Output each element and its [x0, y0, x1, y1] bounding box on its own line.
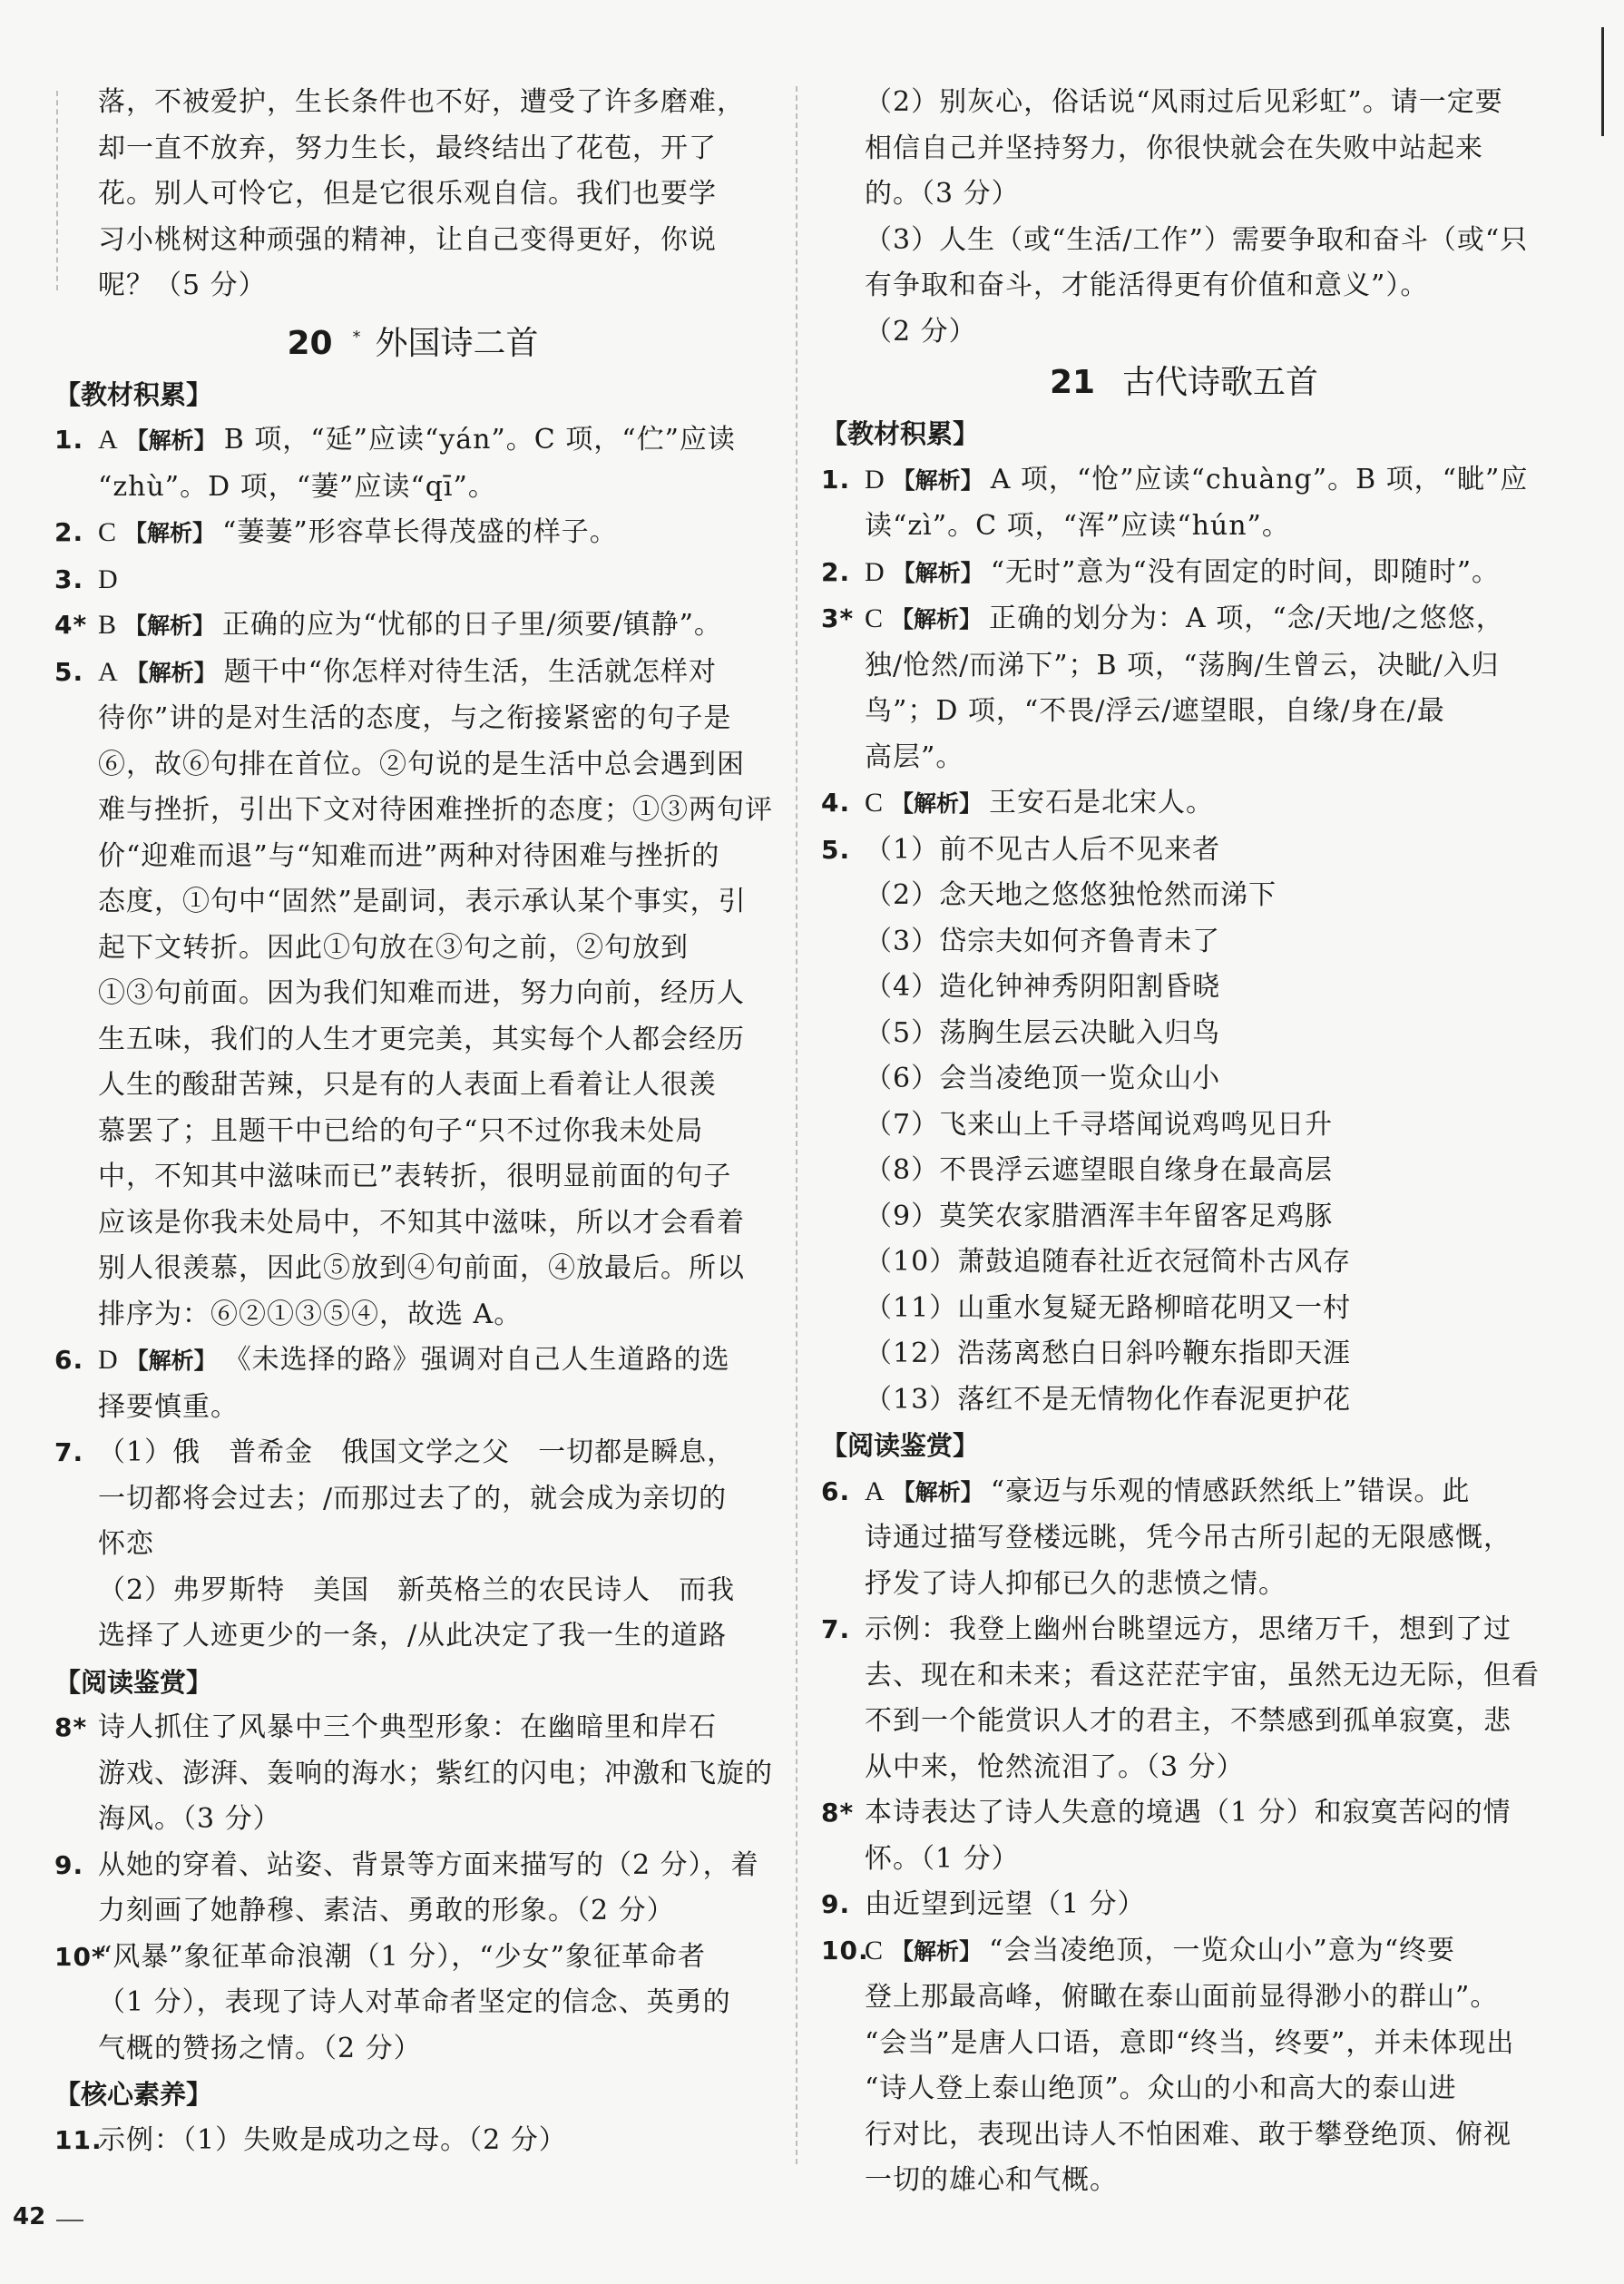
lesson-name: 古代诗歌五首: [1122, 364, 1319, 401]
answer-text: 别人很羡慕，因此⑤放到④句前面，④放最后。所以: [98, 1252, 745, 1284]
poem-line-a: 莫笑农家腊酒浑: [939, 1200, 1137, 1232]
answer-text: 人生的酸甜苦辣，只是有的人表面上看着让人很羡: [98, 1069, 717, 1101]
answer-letter: C: [865, 603, 885, 633]
poem-item: [821, 1148, 1547, 1194]
intro-line: 花。别人可怜它，但是它很乐观自信。我们也要学: [98, 178, 717, 210]
poem-line-a: 浩荡离愁白日斜: [957, 1338, 1155, 1369]
question-4: [54, 603, 771, 650]
answer-letter: C: [865, 1935, 885, 1965]
poem-line-a: 落红不是无情物: [957, 1383, 1155, 1416]
question-number: 6.: [821, 1475, 851, 1506]
question-10: [821, 1928, 1547, 1975]
continued-line: 相信自己并坚持努力，你很快就会在失败中站起来: [865, 132, 1483, 164]
answer-text: 待你”讲的是对生活的态度，与之衔接紧密的句子是: [98, 702, 732, 734]
poem-line-a: 山重水复疑无路: [957, 1291, 1155, 1324]
answer-text: 题干中“你怎样对待生活，生活就怎样对: [223, 655, 718, 688]
answer-text: “风暴”象征革命浪潮（1 分），“少女”象征革命者: [98, 1940, 706, 1973]
answer-text: 排序为：⑥②①③⑤④，故选 A。: [98, 1298, 523, 1330]
question-4: [821, 780, 1547, 828]
question-1: [54, 417, 771, 465]
question-number: 1.: [821, 464, 851, 495]
question-11: [54, 2118, 771, 2164]
analysis-tag: 【解析】: [891, 606, 983, 632]
poem-line-a: 前不见古人: [939, 833, 1081, 866]
poem-item-number: （8）: [865, 1154, 940, 1186]
question-number: 6.: [54, 1345, 84, 1375]
lesson-number: 21: [1049, 364, 1096, 401]
lesson-name: 外国诗二首: [375, 324, 539, 362]
intro-line: 习小桃树这种顽强的精神，让自己变得更好，你说: [98, 223, 717, 256]
answer-text: 正确的划分为：A 项，“念/天地/之悠悠，: [989, 603, 1504, 634]
answer-text: 不到一个能赏识人才的君主，不禁感到孤单寂寞，悲: [865, 1705, 1511, 1737]
poem-line-a: 念天地之悠悠: [939, 879, 1109, 911]
section-heading: 【阅读鉴赏】: [54, 1666, 213, 1698]
analysis-tag: 【解析】: [125, 1348, 217, 1374]
answer-letter: D: [98, 1345, 119, 1375]
question-9: [54, 1843, 771, 1889]
poem-item-number: （5）: [865, 1016, 940, 1049]
question-9: [821, 1882, 1547, 1928]
poem-item-number: （12）: [865, 1338, 958, 1369]
poem-line-b: 吟鞭东指即天涯: [1154, 1338, 1352, 1369]
question-number: 5.: [54, 656, 84, 687]
question-number: 9.: [54, 1849, 84, 1880]
answer-text: 怀恋: [98, 1528, 154, 1560]
poem-item: [821, 873, 1547, 919]
question-number: 4.: [821, 788, 851, 818]
continued-line: （2）别灰心，俗话说“风雨过后见彩虹”。请一定要: [865, 86, 1503, 118]
answer-text: 由近望到远望（1 分）: [865, 1888, 1146, 1920]
answer-text: 力刻画了她静穆、素洁、勇敢的形象。（2 分）: [98, 1895, 675, 1926]
question-3: [821, 596, 1547, 643]
poem-item: [821, 965, 1547, 1011]
answer-letter: D: [865, 464, 885, 495]
edge-mark: [1601, 27, 1604, 136]
lesson-title: [821, 355, 1547, 411]
question-5: [54, 650, 771, 697]
answer-text: 登上那最高峰，俯瞰在泰山面前显得渺小的群山”。: [865, 1981, 1499, 2013]
answer-text: 难与挫折，引出下文对待困难挫折的态度；①③两句评: [98, 794, 773, 826]
poem-line-a: 造化钟神秀: [939, 971, 1081, 1003]
answer-text: 从中来，怆然流泪了。（3 分）: [865, 1750, 1245, 1783]
question-2: [54, 510, 771, 557]
poem-line-b: 决眦入归鸟: [1080, 1016, 1221, 1049]
answer-text: 海风。（3 分）: [98, 1803, 281, 1835]
answer-text: 气概的赞扬之情。（2 分）: [98, 2032, 422, 2064]
intro-line: 呢？（5 分）: [98, 270, 267, 301]
question-number: 8*: [821, 1798, 855, 1828]
poem-item-number: （13）: [865, 1383, 958, 1416]
answer-text: 诗通过描写登楼远眺，凭今吊古所引起的无限感慨，: [865, 1522, 1511, 1554]
intro-line: 却一直不放弃，努力生长，最终结出了花苞，开了: [98, 132, 717, 164]
question-1: [821, 457, 1547, 505]
poem-item: [821, 1286, 1547, 1332]
question-number: 10*: [54, 1941, 106, 1972]
question-number: 5.: [821, 834, 851, 865]
lesson-star: *: [352, 327, 361, 347]
question-number: 10.: [821, 1935, 869, 1965]
answer-text: 抒发了诗人抑郁已久的悲愤之情。: [865, 1567, 1286, 1600]
intro-line: 落，不被爱护，生长条件也不好，遭受了许多磨难，: [98, 86, 745, 118]
answer-text: 一切的雄心和气概。: [865, 2164, 1118, 2196]
answer-text: “zhù”。D 项，“萋”应读“qī”。: [98, 470, 496, 503]
answer-text: 起下文转折。因此①句放在③句之前，②句放到: [98, 931, 689, 964]
poem-line-b: 柳暗花明又一村: [1154, 1291, 1352, 1324]
question-number: 2.: [821, 556, 851, 587]
answer-text: 王安石是北宋人。: [989, 787, 1215, 819]
answer-text: 价“迎难而退”与“知难而进”两种对待困难与挫折的: [98, 839, 720, 872]
answer-letter: A: [98, 425, 119, 455]
analysis-tag: 【解析】: [125, 659, 217, 686]
answer-letter: C: [98, 517, 118, 547]
poem-line-a: 不畏浮云遮望眼: [939, 1154, 1137, 1186]
poem-item-number: （7）: [865, 1108, 940, 1141]
question-number: 1.: [54, 425, 84, 455]
analysis-tag: 【解析】: [124, 520, 216, 546]
question-7: [54, 1430, 771, 1476]
poem-item: [821, 1377, 1547, 1424]
right-column: [821, 80, 1547, 2204]
question-number: 11.: [54, 2124, 103, 2155]
poem-line-b: 独怆然而涕下: [1108, 879, 1277, 911]
question-number: 4*: [54, 610, 88, 640]
poem-item: [821, 1240, 1547, 1286]
answer-text: 《未选择的路》强调对自己人生道路的选: [223, 1344, 730, 1376]
answer-text: 高层”。: [865, 740, 964, 773]
answer-letter: D: [865, 556, 885, 587]
poem-item: [821, 919, 1547, 966]
answer-text: “无时”意为“没有固定的时间，即随时”。: [990, 555, 1501, 588]
poem-line-a: 萧鼓追随春社近: [957, 1246, 1155, 1278]
lesson-number: 20: [287, 324, 333, 362]
answer-text: “会当凌绝顶，一览众山小”意为“终要: [989, 1934, 1456, 1966]
analysis-tag: 【解析】: [891, 790, 983, 817]
answer-text: （2）弗罗斯特 美国 新英格兰的农民诗人 而我: [98, 1573, 736, 1606]
question-number: 7.: [54, 1437, 84, 1467]
answer-text: 选择了人迹更少的一条，/从此决定了我一生的道路: [98, 1620, 728, 1652]
answer-text: “会当”是唐人口语，意即“终当，终要”，并未体现出: [865, 2026, 1515, 2059]
analysis-tag: 【解析】: [125, 427, 217, 454]
poem-item-number: （3）: [865, 925, 940, 957]
question-8: [54, 1705, 771, 1751]
poem-line-b: 齐鲁青未了: [1080, 925, 1221, 957]
poem-line-a: 荡胸生层云: [939, 1016, 1081, 1049]
continued-line: 有争取和奋斗，才能活得更有价值和意义”）。: [865, 270, 1429, 301]
question-number: 8*: [54, 1712, 88, 1742]
question-number: 9.: [821, 1889, 851, 1919]
analysis-tag: 【解析】: [124, 613, 216, 639]
analysis-tag: 【解析】: [891, 1937, 983, 1965]
poem-item-number: （10）: [865, 1246, 958, 1278]
answer-letter: A: [865, 1475, 885, 1506]
answer-text: 本诗表达了诗人失意的境遇（1 分）和寂寞苦闷的情: [865, 1797, 1511, 1828]
poem-item-number: （11）: [865, 1291, 958, 1324]
answer-text: 游戏、澎湃、轰响的海水；紫红的闪电；冲激和飞旋的: [98, 1757, 773, 1789]
answer-letter: B: [98, 610, 118, 640]
poem-item: [821, 1103, 1547, 1149]
answer-text: B 项，“延”应读“yán”。C 项，“伫”应读: [223, 424, 736, 456]
analysis-tag: 【解析】: [892, 466, 983, 494]
section-heading: 【教材积累】: [821, 418, 980, 449]
question-number: 7.: [821, 1614, 851, 1644]
answer-text: ①③句前面。因为我们知难而进，努力向前，经历人: [98, 977, 745, 1009]
poem-item: [821, 1011, 1547, 1057]
answer-text: 生五味，我们的人生才更完美，其实每个人都会经历: [98, 1023, 745, 1055]
answer-text: 应该是你我未处局中，不知其中滋味，所以才会看着: [98, 1206, 745, 1239]
poem-item-number: （1）: [865, 833, 940, 866]
question-number: 2.: [54, 517, 84, 547]
question-number: 3.: [54, 564, 84, 594]
question-8: [821, 1790, 1547, 1837]
poem-item: [821, 1056, 1547, 1103]
answer-text: 读“zì”。C 项，“浑”应读“hún”。: [865, 510, 1290, 542]
answer-text: 去、现在和未来；看这茫茫宇宙，虽然无边无际，但看: [865, 1659, 1540, 1691]
left-column: [54, 80, 771, 2163]
poem-item-number: （6）: [865, 1063, 940, 1094]
answer-text: 一切都将会过去；/而那过去了的，就会成为亲切的: [98, 1482, 728, 1514]
question-5: [821, 828, 1547, 874]
poem-line-a: 会当凌绝顶: [939, 1063, 1081, 1094]
answer-letter: C: [865, 788, 885, 818]
question-10: [54, 1935, 771, 1981]
answer-text: 诗人抓住了风暴中三个典型形象：在幽暗里和岸石: [98, 1711, 717, 1743]
answer-text: ⑥，故⑥句排在首位。②句说的是生活中总会遇到困: [98, 748, 745, 780]
question-2: [821, 550, 1547, 597]
poem-line-b: 后不见来者: [1080, 833, 1221, 866]
poem-line-a: 飞来山上千寻塔: [939, 1108, 1137, 1141]
poem-item-number: （4）: [865, 971, 940, 1003]
answer-text: 鸟”；D 项，“不畏/浮云/遮望眼，自缘/身在/最: [865, 695, 1445, 727]
answer-text: 从她的穿着、站姿、背景等方面来描写的（2 分），着: [98, 1848, 759, 1881]
poem-item-number: （9）: [865, 1200, 940, 1232]
poem-item: [821, 1194, 1547, 1240]
answer-text: 独/怆然/而涕下”；B 项，“荡胸/生曾云，决眦/入归: [865, 649, 1500, 681]
answer-text: 示例：我登上幽州台眺望远方，思绪万千，想到了过: [865, 1613, 1511, 1645]
page-number: 42: [13, 2203, 46, 2230]
question-6: [54, 1338, 771, 1385]
lesson-title: [54, 309, 771, 372]
continued-line: 的。（3 分）: [865, 178, 1020, 210]
continued-line: （2 分）: [865, 315, 977, 348]
answer-text: 怀。（1 分）: [865, 1842, 1020, 1875]
poem-line-b: 闻说鸡鸣见日升: [1136, 1108, 1334, 1141]
section-heading: 【阅读鉴赏】: [821, 1430, 980, 1461]
answer-letter: D: [98, 564, 119, 594]
answer-text: 行对比，表现出诗人不怕困难、敢于攀登绝顶、俯视: [865, 2118, 1511, 2151]
answer-letter: A: [98, 656, 119, 687]
answer-text: 慕罢了；且题干中已给的句子“只不过你我未处局: [98, 1114, 704, 1147]
column-divider: [796, 86, 797, 2164]
section-heading: 【核心素养】: [54, 2079, 213, 2110]
answer-text: （1 分），表现了诗人对革命者坚定的信念、英勇的: [98, 1986, 731, 2018]
question-6: [821, 1469, 1547, 1516]
poem-item-number: （2）: [865, 879, 940, 911]
poem-line-a: 岱宗夫如何: [939, 925, 1081, 957]
page-number-rule: [56, 2220, 83, 2221]
section-heading: 【教材积累】: [54, 378, 213, 410]
answer-text: “萋萋”形容草长得茂盛的样子。: [222, 516, 618, 548]
answer-text: 态度，①句中“固然”是副词，表示承认某个事实，引: [98, 886, 747, 917]
analysis-tag: 【解析】: [892, 1478, 983, 1505]
answer-text: 正确的应为“忧郁的日子里/须要/镇静”。: [222, 609, 722, 641]
poem-line-b: 自缘身在最高层: [1136, 1154, 1334, 1186]
poem-line-b: 衣冠简朴古风存: [1154, 1246, 1352, 1278]
answer-text: “诗人登上泰山绝顶”。众山的小和高大的泰山进: [865, 2073, 1457, 2104]
answer-text: （1）俄 普希金 俄国文学之父 一切都是瞬息，: [98, 1436, 736, 1468]
answer-text: 中，不知其中滋味而已”表转折，很明显前面的句子: [98, 1161, 732, 1192]
answer-text: 示例：（1）失败是成功之母。（2 分）: [98, 2123, 567, 2156]
poem-item: [821, 1331, 1547, 1377]
question-number: 3*: [821, 603, 855, 633]
continued-line: （3）人生（或“生活/工作”）需要争取和奋斗（或“只: [865, 223, 1529, 256]
poem-line-b: 阴阳割昏晓: [1080, 971, 1221, 1003]
poem-line-b: 一览众山小: [1080, 1063, 1221, 1094]
answer-text: A 项，“怆”应读“chuàng”。B 项，“眦”应: [990, 463, 1529, 495]
question-3: [54, 557, 771, 603]
question-7: [821, 1607, 1547, 1653]
answer-text: “豪迈与乐观的情感跃然纸上”错误。此: [990, 1475, 1471, 1507]
poem-line-b: 丰年留客足鸡豚: [1136, 1200, 1334, 1232]
answer-text: 择要慎重。: [98, 1390, 239, 1423]
analysis-tag: 【解析】: [892, 559, 983, 586]
poem-line-b: 化作春泥更护花: [1154, 1383, 1352, 1416]
